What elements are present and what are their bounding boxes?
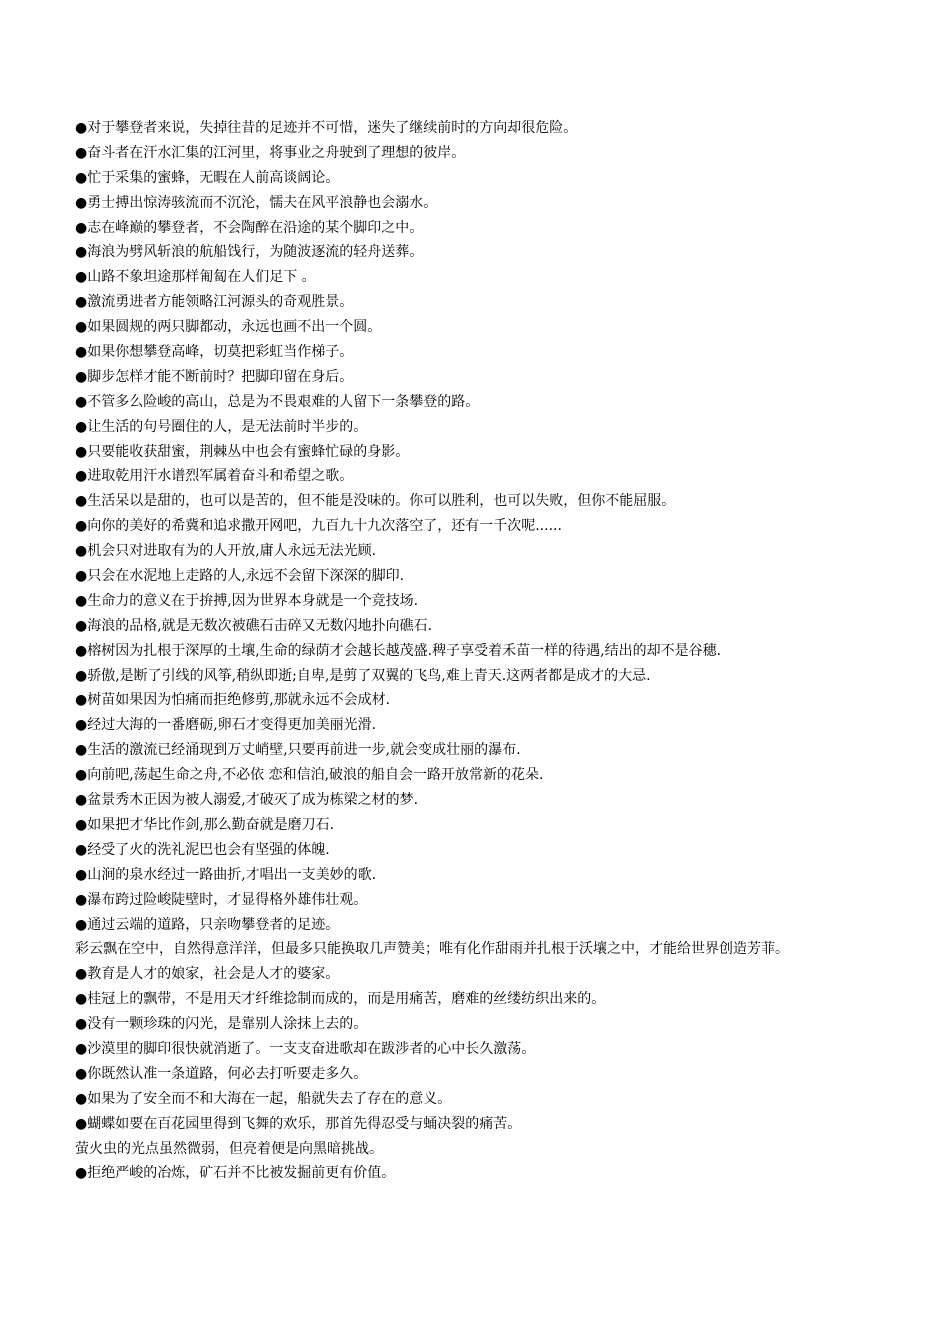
- text-line: ●瀑布跨过险峻陡壁时，才显得格外雄伟壮观。: [75, 891, 368, 908]
- text-line: ●只会在水泥地上走路的人,永远不会留下深深的脚印.: [75, 568, 405, 585]
- text-line: ●志在峰巅的攀登者，不会陶醉在沿途的某个脚印之中。: [75, 219, 424, 236]
- text-line: ●蝴蝶如要在百花园里得到飞舞的欢乐，那首先得忍受与蛹决裂的痛苦。: [75, 1115, 522, 1132]
- text-line: ●如果你想攀登高峰，切莫把彩虹当作梯子。: [75, 344, 354, 361]
- text-line: ●生命力的意义在于拚搏,因为世界本身就是一个竞技场.: [75, 592, 419, 609]
- document-page: [75, 116, 905, 1186]
- text-line: ●生活呆以是甜的，也可以是苦的，但不能是没味的。你可以胜利，也可以失败，但你不能屈服。: [75, 493, 676, 510]
- text-line: ●生活的激流已经涌现到万丈峭壁,只要再前进一步,就会变成壮丽的瀑布.: [75, 742, 521, 759]
- text-line: ●通过云端的道路，只亲吻攀登者的足迹。: [75, 916, 340, 933]
- text-line: ●海浪的品格,就是无数次被礁石击碎又无数闪地扑向礁石.: [75, 617, 433, 634]
- text-line: ●如果为了安全而不和大海在一起，船就失去了存在的意义。: [75, 1090, 452, 1107]
- text-line: ●如果把才华比作剑,那么勤奋就是磨刀石.: [75, 816, 335, 833]
- text-line: ●进取乾用汗水谱烈军属着奋斗和希望之歌。: [75, 468, 354, 485]
- text-line: ●盆景秀木正因为被人溺爱,才破灭了成为栋梁之材的梦.: [75, 792, 419, 809]
- text-line: ●你既然认准一条道路，何必去打听要走多久。: [75, 1065, 368, 1082]
- text-line: ●经受了火的洗礼泥巴也会有坚强的体魄.: [75, 841, 330, 858]
- text-line: ●向你的美好的希冀和追求撒开网吧，九百九十九次落空了，还有一千次呢......: [75, 518, 562, 535]
- text-line: ●向前吧,荡起生命之舟,不必依 恋和信泊,破浪的船自会一路开放常新的花朵.: [75, 767, 544, 784]
- text-line: ●勇士搏出惊涛骇流而不沉沦，懦夫在风平浪静也会溺水。: [75, 194, 438, 211]
- text-line: ●让生活的句号圈住的人，是无法前时半步的。: [75, 418, 368, 435]
- text-paragraph: 彩云飘在空中，自然得意洋洋，但最多只能换取几声赞美；唯有化作甜雨并扎根于沃壤之中，才能给世界创造芳菲。: [75, 941, 789, 958]
- text-line: ●海浪为劈风斩浪的航船饯行，为随波逐流的轻舟送葬。: [75, 244, 424, 261]
- text-line: ●只要能收获甜蜜，荆棘丛中也会有蜜蜂忙碌的身影。: [75, 443, 410, 460]
- text-line: ●榕树因为扎根于深厚的土壤,生命的绿荫才会越长越茂盛.稗子享受着禾苗一样的待遇,结出的却不是谷穗.: [75, 642, 722, 659]
- text-line: ●山路不象坦途那样匍匐在人们足下 。: [75, 269, 316, 286]
- text-line: ●对于攀登者来说，失掉往昔的足迹并不可惜，迷失了继续前时的方向却很危险。: [75, 120, 578, 136]
- text-line: ●不管多么险峻的高山，总是为不畏艰难的人留下一条攀登的路。: [75, 393, 480, 410]
- text-line: ●教育是人才的娘家，社会是人才的婆家。: [75, 966, 340, 983]
- text-line: ●激流勇进者方能领略江河源头的奇观胜景。: [75, 294, 354, 311]
- text-line: ●山涧的泉水经过一路曲折,才唱出一支美妙的歌.: [75, 866, 377, 883]
- text-line: ●奋斗者在汗水汇集的江河里，将事业之舟驶到了理想的彼岸。: [75, 144, 466, 161]
- text-line: ●桂冠上的飘带，不是用天才纤维捻制而成的，而是用痛苦，磨难的丝缕纺织出来的。: [75, 991, 606, 1008]
- text-line: 萤火虫的光点虽然微弱，但亮着便是向黑暗挑战。: [75, 1140, 383, 1157]
- text-line: ●没有一颗珍珠的闪光，是靠别人涂抹上去的。: [75, 1016, 368, 1033]
- text-line: ●忙于采集的蜜蜂，无暇在人前高谈阔论。: [75, 169, 340, 186]
- text-line: ●经过大海的一番磨砺,卵石才变得更加美丽光滑.: [75, 717, 377, 734]
- text-line: ●拒绝严峻的冶炼，矿石并不比被发掘前更有价值。: [75, 1165, 396, 1182]
- text-line: ●树苗如果因为怕痛而拒绝修剪,那就永远不会成材.: [75, 692, 391, 709]
- text-line: ●脚步怎样才能不断前时？把脚印留在身后。: [75, 368, 354, 385]
- text-line: ●沙漠里的脚印很快就消逝了。一支支奋进歌却在跋涉者的心中长久激荡。: [75, 1040, 536, 1057]
- text-line: ●如果圆规的两只脚都动，永远也画不出一个圆。: [75, 319, 382, 336]
- text-line: ●骄傲,是断了引线的风筝,稍纵即逝;自卑,是剪了双翼的飞鸟,难上青天.这两者都是成才的大忌.: [75, 667, 651, 684]
- text-line: ●机会只对进取有为的人开放,庸人永远无法光顾.: [75, 543, 377, 560]
